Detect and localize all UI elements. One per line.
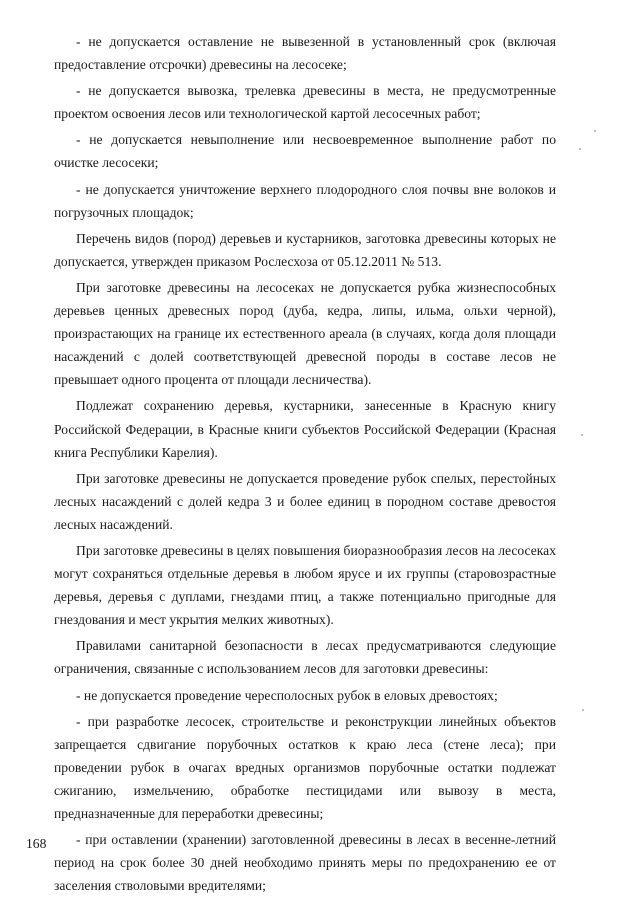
paragraph: При заготовке древесины на лесосеках не допускается рубка жизнеспособных деревьев ценных древесных пород (дуба, кедра, липы, ильма, ольхи черной), произрастающих на границе их естественного ареала (в случаях, когда доля площади насаждений с долей соответствующей древесной породы в составе лесов не превышает одного процента от площади лесничества).	[54, 279, 556, 388]
paragraph: - не допускается невыполнение или несвоевременное выполнение работ по очистке лесосеки;	[54, 132, 556, 171]
paragraph: При заготовке древесины не допускается проведение рубок спелых, перестойных лесных насаждений с долей кедра 3 и более единиц в породном составе древостоя лесных насаждений.	[54, 470, 556, 532]
scan-speck	[582, 709, 584, 711]
paragraph: Подлежат сохранению деревья, кустарники, занесенные в Красную книгу Российской Федерации, в Красные книги субъектов Российской Федерации (Красная книга Республики Карелия).	[54, 398, 556, 460]
document-body	[54, 30, 556, 900]
scan-speck	[594, 130, 596, 132]
paragraph: - не допускается вывозка, трелевка древесины в места, не предусмотренные проектом освоения лесов или технологической картой лесосечных работ;	[54, 83, 556, 122]
paragraph: - не допускается уничтожение верхнего плодородного слоя почвы вне волоков и погрузочных площадок;	[54, 181, 556, 220]
paragraph: - не допускается проведение чересполосных рубок в еловых древостоях;	[76, 687, 498, 703]
paragraph: Перечень видов (пород) деревьев и кустарников, заготовка древесины которых не допускается, утвержден приказом Рослесхоза от 05.12.2011 № 513.	[54, 230, 556, 269]
paragraph: - при оставлении (хранении) заготовленной древесины в лесах в весенне-летний период на срок более 30 дней необходимо принять меры по предохранению ее от заселения стволовыми вредителями;	[54, 832, 556, 894]
paragraph: При заготовке древесины в целях повышения биоразнообразия лесов на лесосеках могут сохраняться отдельные деревья в любом ярусе и их группы (старовозрастные деревья, деревья с дуплами, гнездами птиц, а также потенциально пригодные для гнездования и мест укрытия мелких животных).	[54, 542, 556, 628]
scan-speck	[581, 434, 583, 436]
page-number: 168	[26, 836, 47, 851]
paragraph: - не допускается оставление не вывезенной в установленный срок (включая предоставление отсрочки) древесины на лесосеке;	[54, 34, 556, 73]
scan-speck	[579, 148, 581, 150]
paragraph: - при разработке лесосек, строительстве и реконструкции линейных объектов запрещается сдвигание порубочных остатков к краю леса (стене леса); при проведении рубок в очагах вредных организмов порубочные остатки подлежат сжиганию, измельчению, обработке пестицидами или вывозу в места, предназначенные для переработки древесины;	[54, 713, 556, 821]
paragraph: Правилами санитарной безопасности в лесах предусматриваются следующие ограничения, связанные с использованием лесов для заготовки древесины:	[54, 638, 556, 677]
